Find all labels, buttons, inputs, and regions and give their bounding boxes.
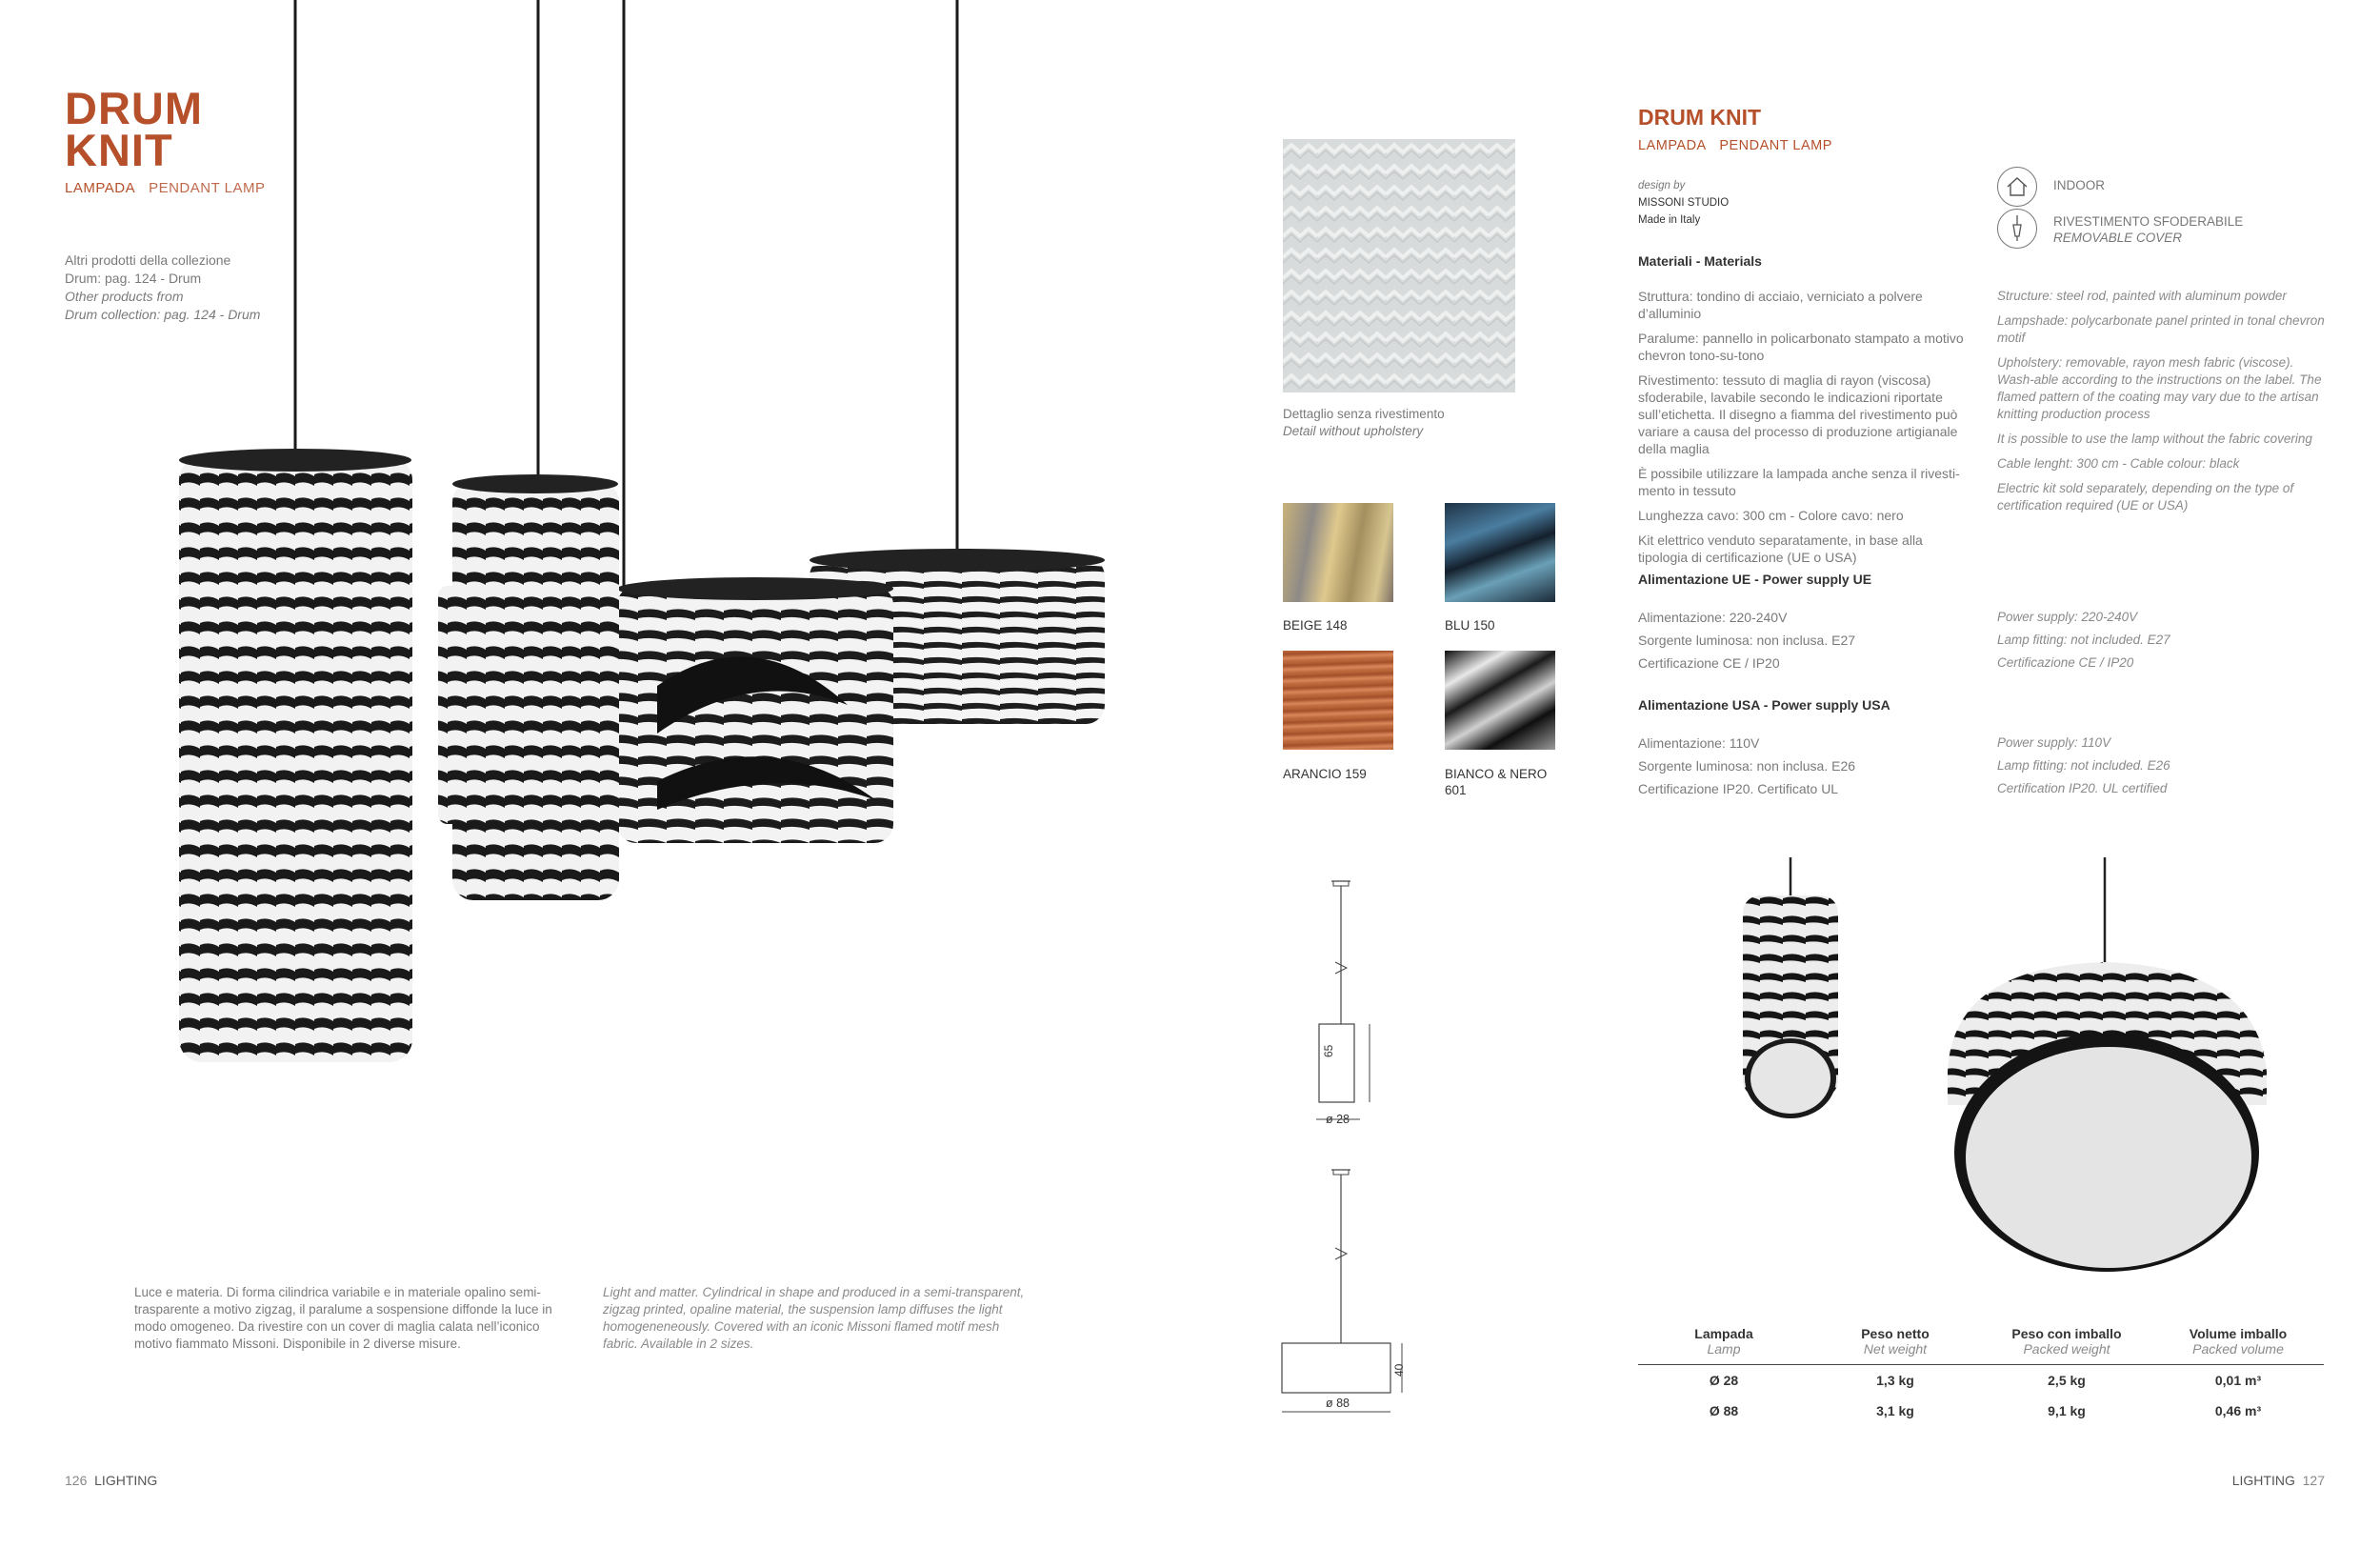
swatch-label-beige: BEIGE 148 (1283, 618, 1348, 633)
detail-caption-en: Detail without upholstery (1283, 424, 1424, 438)
material-en-structure: Structure: steel rod, painted with aluminum powder (1997, 289, 2287, 303)
col-packed-volume-it: Volume imballo (2189, 1326, 2288, 1341)
drawing-large-body (1282, 1343, 1390, 1393)
materials-heading: Materiali - Materials (1638, 253, 1762, 269)
drawing-large-height: 40 (1392, 1363, 1406, 1377)
left-footer (65, 1473, 157, 1488)
table-cell: 2,5 kg (2048, 1373, 2086, 1388)
material-it-upholstery: Rivestimento: tessuto di maglia di rayon (viscosa) sfoderabile, lavabile secondo le indicazioni riportate sull’etichetta. Il disegno a fiamma del rivestimento può variare a causa del processo di produzione artigianale della maglia (1638, 372, 1958, 456)
table-row (1638, 1365, 2324, 1397)
power-ue-it-bulb: Sorgente luminosa: non inclusa. E27 (1638, 633, 1856, 648)
power-ue-en-cert: Certificazione CE / IP20 (1997, 655, 2134, 670)
table-header-row (1638, 1326, 2324, 1365)
house-icon (1997, 167, 2037, 207)
table-cell: 9,1 kg (2048, 1403, 2086, 1418)
swatch-orange (1283, 651, 1393, 750)
product-photo-bottom (1714, 857, 2305, 1305)
material-it-structure: Struttura: tondino di acciaio, verniciato a polvere d’alluminio (1638, 289, 1923, 321)
product-type-it: LAMPADA (65, 180, 136, 196)
detail-caption-it: Dettaglio senza rivestimento (1283, 407, 1445, 421)
power-ue-it-voltage: Alimentazione: 220-240V (1638, 610, 1788, 625)
lamp-front-tall (179, 449, 412, 1062)
technical-drawing-large (1276, 1162, 1410, 1419)
right-footer (2232, 1473, 2325, 1488)
small-lamp-photo (1743, 895, 1838, 1118)
product-photo-group (124, 0, 1190, 1086)
left-page-number: 126 (65, 1473, 88, 1488)
removable-cover-en: REMOVABLE COVER (2053, 231, 2183, 245)
table-row (1638, 1396, 2324, 1426)
designer: MISSONI STUDIO (1638, 197, 1730, 209)
material-en-kit: Electric kit sold separately, depending on the type of certification required (UE or USA) (1997, 481, 2294, 513)
table-cell: Ø 88 (1709, 1403, 1739, 1418)
removable-cover-it: RIVESTIMENTO SFODERABILE (2053, 214, 2244, 229)
col-packed-weight-en: Packed weight (2023, 1341, 2110, 1357)
material-en-cable: Cable lenght: 300 cm - Cable colour: black (1997, 456, 2240, 471)
swatch-label-blue: BLU 150 (1445, 618, 1495, 633)
collection-it-2: Drum: pag. 124 - Drum (65, 271, 202, 286)
title-line-2: KNIT (65, 125, 173, 175)
power-usa-heading: Alimentazione USA - Power supply USA (1638, 697, 1890, 713)
material-en-no-cover: It is possible to use the lamp without the fabric covering (1997, 432, 2312, 446)
removable-cover-text (2053, 213, 2243, 246)
power-ue-heading: Alimentazione UE - Power supply UE (1638, 572, 1872, 587)
table-cell: 3,1 kg (1876, 1403, 1914, 1418)
collection-en-2: Drum collection: pag. 124 - Drum (65, 307, 261, 322)
swatch-black-white (1445, 651, 1555, 750)
power-ue-en-voltage: Power supply: 220-240V (1997, 610, 2138, 624)
swatch-beige (1283, 503, 1393, 602)
right-section-label: LIGHTING (2231, 1473, 2295, 1488)
weights-table (1638, 1326, 2324, 1426)
drawing-small-height: 65 (1322, 1044, 1335, 1057)
col-lamp-en: Lamp (1707, 1341, 1741, 1357)
drawing-small-diameter: ø 28 (1326, 1113, 1350, 1126)
power-usa-it (1638, 732, 1855, 800)
material-it-no-cover: È possibile utilizzare la lampada anche senza il rivesti-mento in tessuto (1638, 466, 1960, 498)
swatch-label-orange: ARANCIO 159 (1283, 767, 1367, 781)
title-line-1: DRUM (65, 83, 203, 133)
power-usa-it-cert: Certificazione IP20. Certificato UL (1638, 781, 1839, 796)
table-cell: 0,01 m³ (2214, 1373, 2262, 1388)
col-packed-weight (1981, 1326, 2152, 1365)
swatch-blue (1445, 503, 1555, 602)
material-en-lampshade: Lampshade: polycarbonate panel printed in tonal chevron motif (1997, 313, 2325, 345)
detail-caption (1283, 406, 1445, 440)
power-usa-en (1997, 732, 2170, 800)
table-cell: Ø 28 (1709, 1373, 1739, 1388)
materials-en-list (1997, 288, 2326, 522)
right-product-type (1638, 138, 1832, 153)
power-ue-en (1997, 606, 2170, 674)
power-usa-it-voltage: Alimentazione: 110V (1638, 735, 1760, 751)
lamp-medium-tall (452, 474, 619, 900)
large-lamp-photo (1948, 962, 2267, 1272)
made-in: Made in Italy (1638, 214, 1701, 226)
materials-it-list (1638, 288, 1971, 573)
table-cell: 0,46 m³ (2214, 1403, 2262, 1418)
material-en-upholstery: Upholstery: removable, rayon mesh fabric (viscose). Wash-able according to the instructions on the label. The flamed pattern of the coating may vary due to the artisan knitting production process (1997, 355, 2322, 421)
swatch-label-black-white: BIANCO & NERO 601 (1445, 767, 1548, 797)
col-lamp-it: Lampada (1694, 1326, 1753, 1341)
right-product-type-en: PENDANT LAMP (1719, 138, 1832, 153)
design-by: design by (1638, 180, 1686, 191)
indoor-label: INDOOR (2053, 178, 2105, 192)
col-net-weight (1810, 1326, 1981, 1365)
right-title: DRUM KNIT (1638, 105, 1762, 130)
col-packed-volume-en: Packed volume (2192, 1341, 2284, 1357)
power-ue-it-cert: Certificazione CE / IP20 (1638, 655, 1780, 671)
material-it-kit: Kit elettrico venduto separatamente, in base alla tipologia di certificazione (UE o USA) (1638, 533, 1923, 565)
left-section-label: LIGHTING (94, 1473, 158, 1488)
product-type-en: PENDANT LAMP (149, 180, 266, 196)
technical-drawing-small (1276, 876, 1410, 1134)
description-italian: Luce e materia. Di forma cilindrica variabile e in materiale opalino semi-trasparente a motivo zigzag, il paralume a sospensione diffonde la luce in modo omogeneo. Da rivestire con un cover di maglia calata nell’iconico motivo fiammato Missoni. Disponibile in 2 diverse misure. (134, 1285, 552, 1351)
power-ue-it (1638, 606, 1855, 674)
lamp-medium-drum (617, 577, 893, 843)
drawing-small-body (1319, 1024, 1354, 1102)
detail-texture-image (1283, 139, 1515, 392)
col-net-weight-it: Peso netto (1861, 1326, 1930, 1341)
power-ue-en-bulb: Lamp fitting: not included. E27 (1997, 633, 2170, 647)
right-product-type-it: LAMPADA (1638, 138, 1707, 153)
drawing-large-diameter: ø 88 (1326, 1397, 1350, 1410)
right-page-number: 127 (2302, 1473, 2325, 1488)
lamp-cover-icon (1997, 209, 2037, 249)
material-it-cable: Lunghezza cavo: 300 cm - Colore cavo: nero (1638, 508, 1904, 523)
col-packed-weight-it: Peso con imballo (2011, 1326, 2122, 1341)
power-usa-en-cert: Certification IP20. UL certified (1997, 781, 2168, 795)
col-packed-volume (2152, 1326, 2324, 1365)
table-cell: 1,3 kg (1876, 1373, 1914, 1388)
collection-en-1: Other products from (65, 289, 184, 304)
collection-it-1: Altri prodotti della collezione (65, 252, 231, 268)
col-lamp (1638, 1326, 1810, 1365)
power-usa-en-voltage: Power supply: 110V (1997, 735, 2111, 750)
power-usa-en-bulb: Lamp fitting: not included. E26 (1997, 758, 2170, 773)
col-net-weight-en: Net weight (1863, 1341, 1928, 1357)
material-it-lampshade: Paralume: pannello in policarbonato stampato a motivo chevron tono-su-tono (1638, 331, 1964, 363)
design-credits (1638, 177, 1729, 229)
description-english: Light and matter. Cylindrical in shape and produced in a semi-transparent, zigzag printed, opaline material, the suspension lamp diffuses the light homogeneneously. Covered with an iconic Missoni flamed motif mesh fabric. Available in 2 sizes. (603, 1285, 1025, 1351)
power-usa-it-bulb: Sorgente luminosa: non inclusa. E26 (1638, 758, 1856, 774)
